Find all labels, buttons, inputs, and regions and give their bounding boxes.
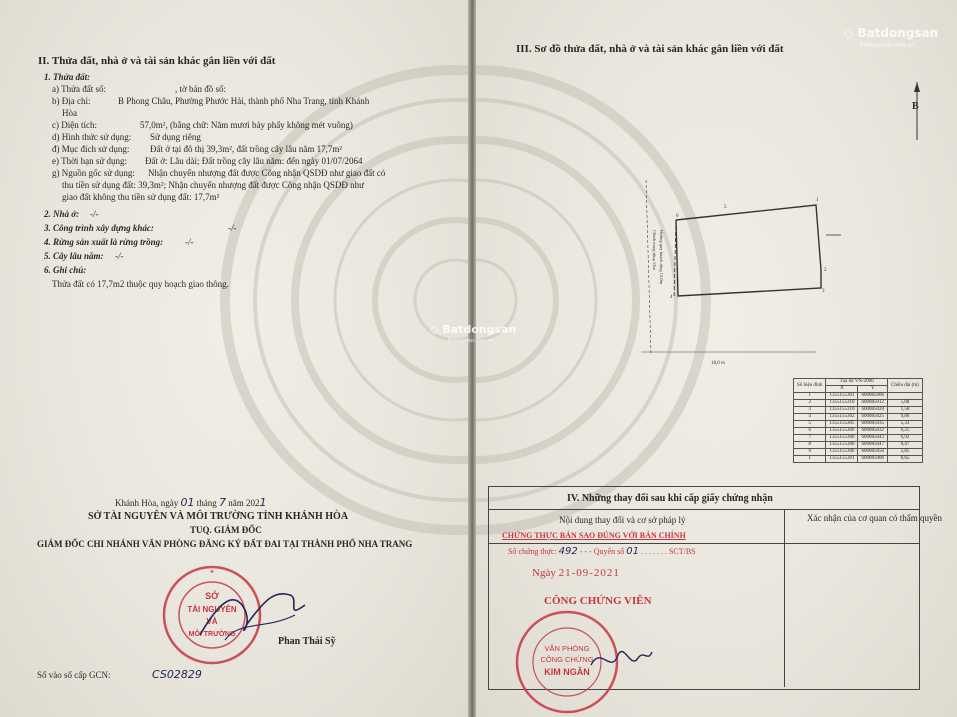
coord-row [794, 421, 923, 428]
coord-row [794, 456, 923, 463]
point-4: 4 [670, 295, 673, 300]
notes-heading: 6. Ghi chú: [44, 265, 87, 275]
coord-cell: 600085012 [858, 400, 887, 407]
coord-cell: 600085032 [858, 428, 887, 435]
issuing-agency: SỞ TÀI NGUYÊN VÀ MÔI TRƯỜNG TỈNH KHÁNH HÒA [88, 511, 349, 522]
changes-col-confirm: Xác nhận của cơ quan có thẩm quyền [807, 513, 942, 523]
coord-cell: 1355155302 [826, 414, 858, 421]
coord-cell: 600085035 [858, 421, 887, 428]
parcel-diagram [626, 170, 856, 370]
coord-cell: 600085006 [858, 456, 887, 463]
usage-purpose-value: Đất ở tại đô thị 39,3m², đất trồng cây lâu năm 17,7m² [150, 144, 343, 154]
coord-row [794, 449, 923, 456]
brand-watermark-center-sub: Enterprise.com.vn [448, 338, 494, 344]
coord-row [794, 393, 923, 400]
dimension-label: 18,0 m [711, 361, 725, 366]
coord-cell: 9 [794, 449, 826, 456]
coord-cell: 1 [794, 393, 826, 400]
north-arrow-icon [911, 80, 923, 142]
usage-form-label: d) Hình thức sử dụng: [52, 132, 132, 142]
section-iii-title: III. Sơ đồ thửa đất, nhà ở và tài sản khác gắn liền với đất [516, 43, 784, 55]
seal-text-4: MÔI TRƯỜNG [188, 631, 236, 638]
coord-cell: 1355155306 [826, 442, 858, 449]
coord-row [794, 442, 923, 449]
coord-cell: 8,65 [887, 456, 922, 463]
usage-purpose-label: đ) Mục đích sử dụng: [52, 144, 130, 154]
coord-cell: 1355155301 [826, 456, 858, 463]
other-works-value: -/- [228, 223, 237, 233]
brand-watermark-center: ◇ Batdongsan [430, 323, 517, 336]
usage-term-label: e) Thời hạn sử dụng: [52, 156, 127, 166]
other-works-heading: 3. Công trình xây dựng khác: [44, 223, 154, 233]
coord-cell: 1355155310 [826, 407, 858, 414]
perennial-heading: 5. Cây lâu năm: [44, 251, 104, 261]
right-page [476, 0, 957, 717]
usage-form-value: Sử dụng riêng [150, 132, 201, 142]
area-label: c) Diện tích: [52, 120, 97, 130]
coord-cell: 1 [794, 456, 826, 463]
sign-date-line: Khánh Hòa, ngày 01 tháng 7 năm 2021 [115, 496, 267, 509]
road-label: Đường quy hoạch rộng 13,0m [659, 230, 664, 285]
coord-cell [887, 393, 922, 400]
coord-cell: 600085047 [858, 442, 887, 449]
seal-text-3: VÀ [206, 617, 218, 626]
north-label: B [912, 101, 919, 112]
coord-cell: 6 [794, 428, 826, 435]
svg-text:★: ★ [209, 569, 215, 575]
perennial-value: -/- [115, 251, 124, 261]
coord-cell: 3 [794, 407, 826, 414]
coord-cell: 7 [794, 435, 826, 442]
coord-cell: 1355155305 [826, 421, 858, 428]
point-1: 1 [816, 198, 819, 203]
coord-row [794, 428, 923, 435]
coord-cell: 600085020 [858, 407, 887, 414]
stamp-text-1: VĂN PHÒNG [544, 644, 590, 653]
plot-number-label: a) Thửa đất số: [52, 84, 106, 94]
coord-cell: 1355155306 [826, 449, 858, 456]
coord-cell: 600085006 [858, 393, 887, 400]
coord-cell: 0,47 [887, 442, 922, 449]
gcn-register-label: Số vào sổ cấp GCN: [37, 670, 111, 680]
address-label: b) Địa chỉ: [52, 96, 91, 106]
coord-cell: 5,08 [887, 400, 922, 407]
coord-cell: 5 [794, 421, 826, 428]
map-sheet-label: , tờ bản đồ số: [175, 84, 227, 94]
coord-cell: 1355155301 [826, 393, 858, 400]
brand-watermark-sub: Enterprise.com.vn [860, 42, 915, 49]
coord-cell: 600085025 [858, 414, 887, 421]
origin-value: Nhận chuyển nhượng đất được Công nhận QSDĐ như giao đất có [148, 168, 386, 178]
cert-number-line: Số chứng thực: 492 - - - Quyển số 01 . . . . . . . SCT/BS [508, 546, 696, 557]
coord-cell: 1355155306 [826, 428, 858, 435]
signer-name: Phan Thái Sỹ [278, 636, 336, 647]
origin-value-cont2: giao đất không thu tiền sử dụng đất: 17,7m² [62, 192, 220, 202]
coord-cell: 4 [794, 414, 826, 421]
seal-text-1: SỞ [205, 591, 219, 601]
stamp-text-2: CÔNG CHỨNG [540, 655, 594, 664]
origin-value-cont: thu tiền sử dụng đất: 39,3m²; Nhận chuyển nhượng đất được Công nhận QSDĐ như [62, 180, 364, 190]
coord-header-length: Chiều dài (m) [887, 379, 922, 393]
stamp-text-3: KIM NGÂN [544, 667, 590, 677]
coord-cell: 8 [794, 442, 826, 449]
coord-header-x: X [826, 386, 858, 393]
coord-cell: 1,58 [887, 407, 922, 414]
brand-watermark-top: ◇ Batdongsan [844, 26, 939, 40]
section-ii-title: II. Thửa đất, nhà ở và tài sản khác gắn liền với đất [38, 55, 276, 67]
gcn-register-number: CS02829 [152, 668, 202, 681]
seal-text-2: TÀI NGUYÊN [187, 605, 237, 614]
address-value-cont: Hòa [62, 108, 77, 118]
cert-date-line: Ngày 21-09-2021 [532, 567, 620, 579]
branch-director-title: GIÁM ĐỐC CHI NHÁNH VĂN PHÒNG ĐĂNG KÝ ĐẤT ĐAI TẠI THÀNH PHỐ NHA TRANG [37, 539, 413, 549]
coord-row [794, 407, 923, 414]
land-plot-heading: 1. Thửa đất: [44, 72, 91, 82]
coord-cell: 1355155310 [826, 400, 858, 407]
left-page [0, 0, 470, 717]
tuq-director: TUQ. GIÁM ĐỐC [190, 525, 262, 535]
coord-cell: 9,86 [887, 414, 922, 421]
coord-cell: 5,33 [887, 421, 922, 428]
forest-value: -/- [185, 237, 194, 247]
road-label-2: Chỉnh trang rộng 13m [652, 230, 657, 270]
brand-logo-icon-center: ◇ [430, 323, 439, 336]
point-3: 3 [822, 289, 825, 294]
coord-cell: 600085043 [858, 435, 887, 442]
coord-cell: 1355155306 [826, 435, 858, 442]
coordinate-table [793, 378, 923, 463]
coord-cell: 2 [794, 400, 826, 407]
address-value: B Phong Châu, Phường Phước Hải, thành phố Nha Trang, tỉnh Khánh [118, 96, 370, 106]
point-6: 6 [676, 214, 679, 219]
origin-label: g) Nguồn gốc sử dụng: [52, 168, 135, 178]
changes-col-content: Nội dung thay đổi và cơ sở pháp lý [559, 515, 686, 525]
point-5: 5 [724, 205, 727, 210]
coord-row [794, 414, 923, 421]
coord-header-point: Số hiệu đỉnh [794, 379, 826, 393]
coord-header-vn2000: Tọa độ VN-2000 [826, 379, 888, 386]
coord-cell: 600085050 [858, 449, 887, 456]
changes-title: IV. Những thay đổi sau khi cấp giấy chứng nhận [567, 493, 773, 504]
certified-copy-stamp: CHỨNG THỰC BẢN SAO ĐÚNG VỚI BẢN CHÍNH [502, 531, 686, 540]
forest-heading: 4. Rừng sản xuất là rừng trồng: [44, 237, 164, 247]
usage-term-value: Đất ở: Lâu dài; Đất trồng cây lâu năm: đến ngày 01/07/2064 [145, 156, 363, 166]
house-heading: 2. Nhà ở: [44, 209, 80, 219]
coord-row [794, 435, 923, 442]
notary-signature [586, 640, 656, 680]
point-2: 2 [824, 268, 827, 273]
area-value: 57,0m², (bằng chữ: Năm mươi bảy phẩy không mét vuông) [140, 120, 353, 130]
coord-cell: 2,85 [887, 449, 922, 456]
notary-title: CÔNG CHỨNG VIÊN [544, 595, 652, 607]
house-value: -/- [90, 209, 99, 219]
coord-cell: 0,25 [887, 428, 922, 435]
coord-row [794, 400, 923, 407]
coord-header-y: Y [858, 386, 887, 393]
brand-logo-icon: ◇ [844, 26, 854, 40]
coord-cell: 6,92 [887, 435, 922, 442]
notes-value: Thửa đất có 17,7m2 thuộc quy hoạch giao thông. [52, 279, 229, 289]
